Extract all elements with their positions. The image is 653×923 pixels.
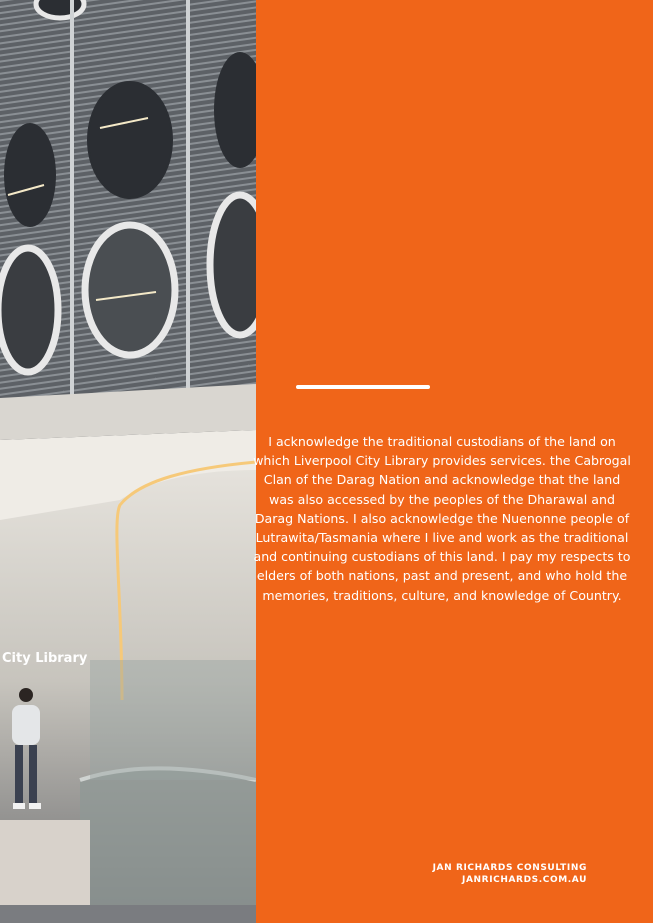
- website-link[interactable]: JANRICHARDS.COM.AU: [462, 875, 587, 885]
- building-illustration: [0, 0, 256, 923]
- company-name: JAN RICHARDS CONSULTING: [432, 863, 587, 873]
- divider-line: [296, 385, 430, 389]
- library-photo: [0, 0, 256, 923]
- acknowledgement-text: I acknowledge the traditional custodians of the land on which Liverpool City Library provides services. the Cabrogal Clan of the Darag Nation and acknowledge that the land was also accessed by the peoples of the Dharawal and Darag Nations. I also acknowledge the Nuenonne people of Lutrawita/Tasmania where I live and work as the traditional and continuing custodians of this land. I pay my respects to elders of both nations, past and present, and who hold the memories, traditions, culture, and knowledge of Country.: [253, 434, 631, 603]
- city-library-sign: City Library: [2, 651, 88, 666]
- footer: [433, 862, 587, 886]
